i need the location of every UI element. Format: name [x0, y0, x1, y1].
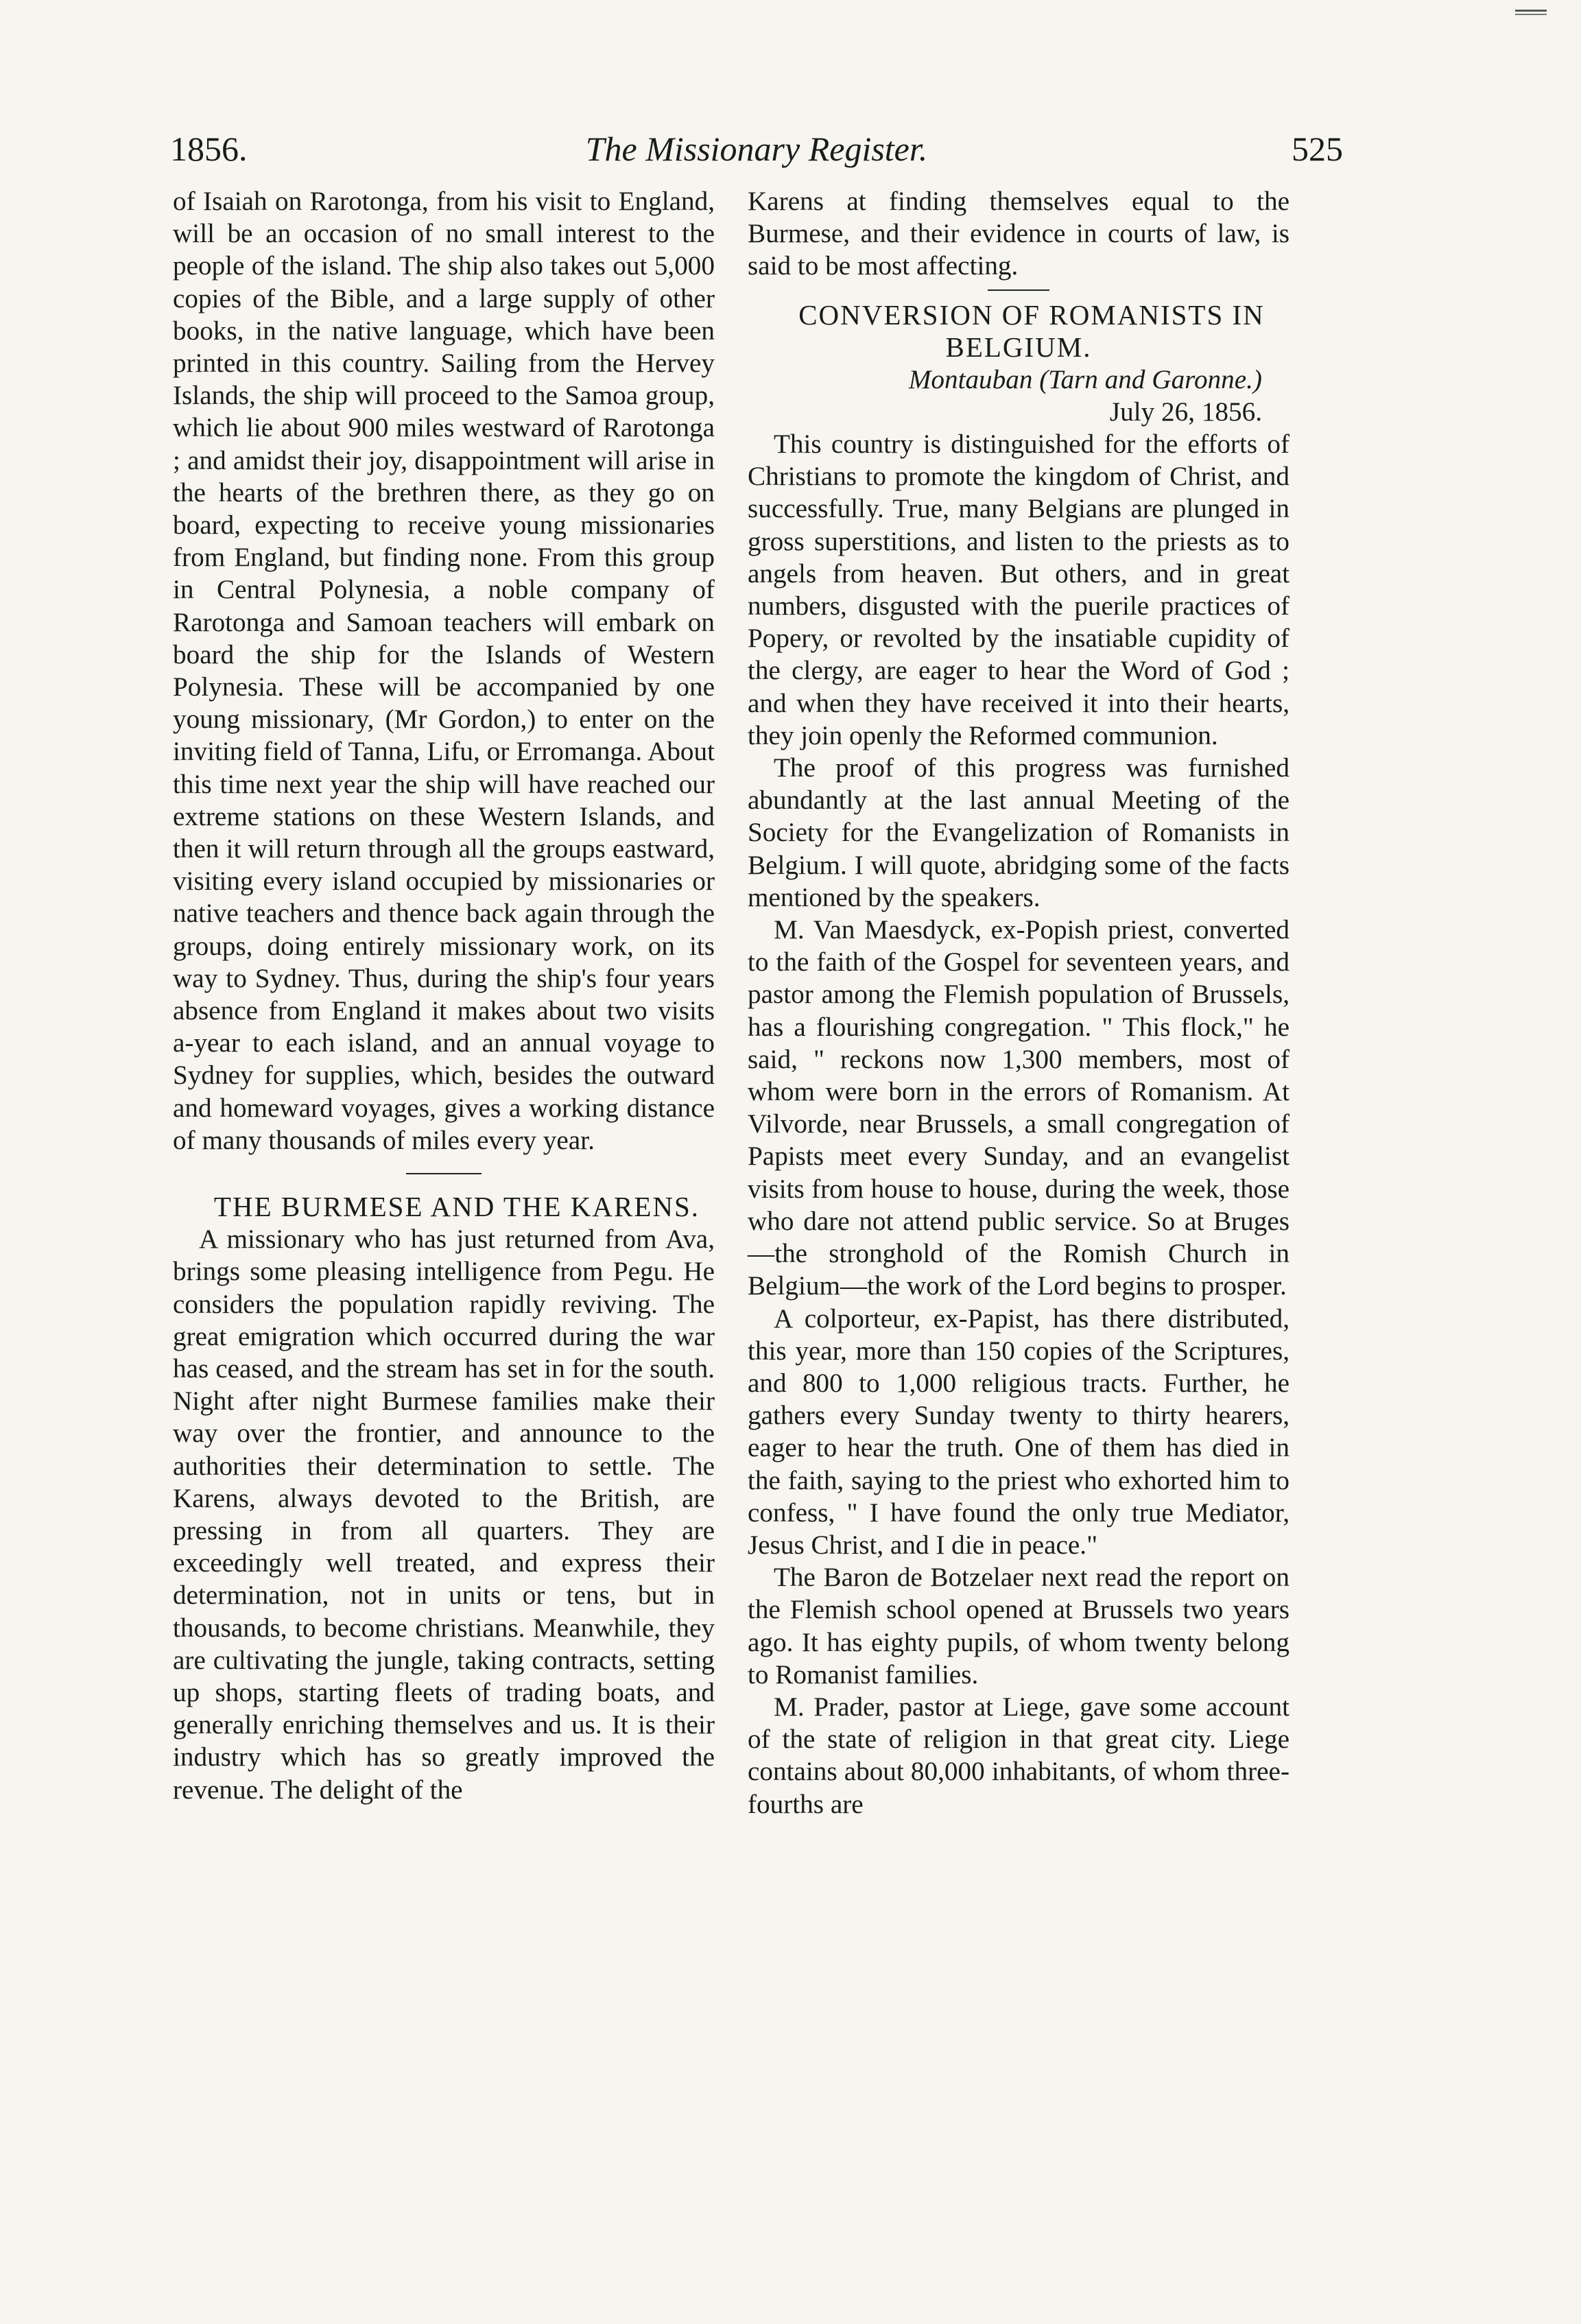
section-divider [406, 1173, 482, 1174]
section-title-romanists-belgium: CONVERSION OF ROMANISTS IN BELGIUM. [798, 298, 1265, 363]
section-title-burmese-karens: THE BURMESE AND THE KARENS. [213, 1191, 700, 1223]
scan-mark-secondary [1515, 14, 1547, 15]
dateline-date: July 26, 1856. [1109, 396, 1262, 427]
right-para-prader: M. Prader, pastor at Liege, gave some account of the state of religion in that great city. Liege contains about 80,000 inhabitants, of whom three-fourths are [748, 1692, 1289, 1819]
scan-mark [1515, 10, 1547, 12]
right-para-proof: The proof of this progress was furnished abundantly at the last annual Meeting of the Society for the Evangelization of Romanists in Belgium. I will quote, abridging some of the facts mentioned by the speakers. [748, 753, 1289, 912]
right-para-botzelaer: The Baron de Botzelaer next read the report on the Flemish school opened at Brussels two years ago. It has eighty pupils, of whom twenty belong to Romanist families. [748, 1563, 1289, 1689]
left-para-burmese: A missionary who has just returned from Ava, brings some pleasing intelligence from Pegu. He considers the population rapidly reviving. The great emigration which occurred during the war has ceased, and the stream has set in for the south. Night after night Burmese families make their way over the frontier, and announce to the authorities their determination to settle. The Karens, always devoted to the British, are pressing in from all quarters. They are exceedingly well treated, and express their determination, not in units or tens, but in thousands, to become christians. Meanwhile, they are cultivating the jungle, taking contracts, setting up shops, starting fleets of trading boats, and generally enriching themselves and us. It is their industry which has so greatly improved the revenue. The delight of the [173, 1224, 715, 1805]
right-para-belgium-intro: This country is distinguished for the efforts of Christians to promote the kingdom of Christ, and successfully. True, many Belgians are plunged in gross superstitions, and listen to the priests as to angels from heaven. But others, and in great numbers, disgusted with the puerile practices of Popery, or revolted by the insatiable cupidity of the clergy, are eager to hear the Word of God ; and when they have received it into their hearts, they join openly the Reformed communion. [748, 429, 1289, 750]
left-para-continuation: of Isaiah on Rarotonga, from his visit to England, will be an occasion of no small interest to the people of the island. The ship also takes out 5,000 copies of the Bible, and a large supply of other books, in the native language, which have been printed in this country. Sailing from the Hervey Islands, the ship will proceed to the Samoa group, which lie about 900 miles westward of Rarotonga ; and amidst their joy, disappointment will arise in the hearts of the brethren there, as they go on board, expecting to receive young missionaries from England, but finding none. From this group in Central Polynesia, a noble company of Rarotonga and Samoan teachers will embark on board the ship for the Islands of Western Polynesia. These will be accompanied by one young missionary, (Mr Gordon,) to enter on the inviting field of Tanna, Lifu, or Erromanga. About this time next year the ship will have reached our extreme stations on these Western Islands, and then it will return through all the groups eastward, visiting every island occupied by missionaries or native teachers and thence back again through the groups, doing entirely missionary work, on its way to Sydney. Thus, during the ship's four years absence from England it makes about two visits a-year to each island, and an annual voyage to Sydney for supplies, which, besides the outward and homeward voyages, gives a working distance of many thousands of miles every year. [173, 187, 715, 1155]
dateline-place: Montauban (Tarn and Garonne.) [908, 364, 1262, 394]
section-divider [988, 289, 1049, 291]
running-header [170, 122, 1343, 177]
right-column [748, 185, 1289, 1821]
header-year: 1856. [170, 130, 248, 168]
right-para-colporteur: A colporteur, ex-Papist, has there distributed, this year, more than 150 copies of the Scriptures, and 800 to 1,000 religious tracts. Further, he gathers every Sunday twenty to thirty hearers, eager to hear the truth. One of them has died in the faith, saying to the priest who exhorted him to confess, " I have found the only true Mediator, Jesus Christ, and I die in peace." [748, 1303, 1289, 1560]
right-para-continuation: Karens at finding themselves equal to the Burmese, and their evidence in courts of law, is said to be most affecting. [748, 187, 1289, 281]
header-journal-title: The Missionary Register. [585, 130, 928, 168]
left-column [173, 185, 715, 1806]
right-para-van-maesdyck: M. Van Maesdyck, ex-Popish priest, converted to the faith of the Gospel for seventeen years, and pastor among the Flemish population of Brussels, has a flourishing congregation. " This flock," he said, " reckons now 1,300 members, most of whom were born in the errors of Romanism. At Vilvorde, near Brussels, a small congregation of Papists meet every Sunday, and an evangelist visits from house to house, during the week, those who dare not attend public service. So at Bruges—the stronghold of the Romish Church in Belgium—the work of the Lord begins to prosper. [748, 915, 1289, 1301]
header-page-number: 525 [1292, 130, 1343, 168]
